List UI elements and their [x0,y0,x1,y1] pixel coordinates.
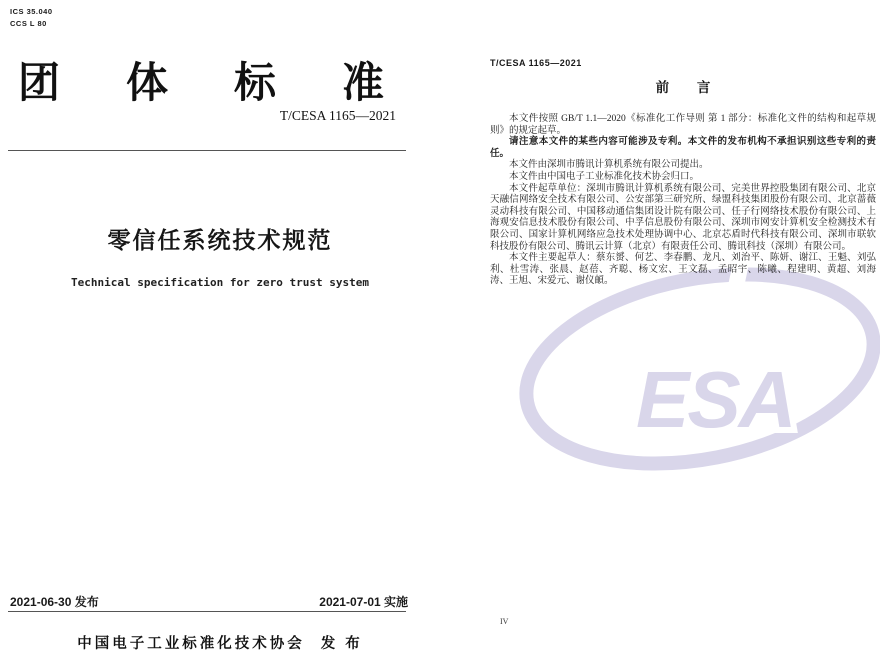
issue-date: 2021-06-30 发布 [10,595,99,609]
page-number: IV [500,617,509,626]
doc-type-char: 体 [125,61,168,107]
publish-label: 发 布 [320,636,363,652]
doc-type-char: 团 [18,61,61,107]
ics-code: ICS 35.040 [10,7,53,16]
standard-number: T/CESA 1165—2021 [279,108,396,123]
standard-title-chinese: 零信任系统技术规范 [107,227,333,253]
standard-title-english: Technical specification for zero trust system [70,276,369,289]
document-type-title [18,50,384,110]
paragraph-proposed-by: 本文件由深圳市腾讯计算机系统有限公司提出。 [509,160,709,171]
cover-divider-bottom [8,611,406,612]
publisher-row [0,632,440,653]
cover-page [0,0,440,651]
paragraph-patent-notice: 请注意本文件的某些内容可能涉及专利。本文件的发布机构不承担识别这些专利的责任。 [490,137,876,159]
ccs-code: CCS L 80 [10,19,47,28]
date-row [10,593,408,610]
paragraph-centralized-by: 本文件由中国电子工业标准化技术协会归口。 [509,171,700,182]
running-header-standard-number: T/CESA 1165—2021 [490,58,582,68]
cover-divider-top [8,150,406,151]
paragraph-drafting-organizations: 本文件起草单位：深圳市腾讯计算机系统有限公司、完美世界控股集团有限公司、北京天融信网络安全技术有限公司、公安部第三研究所、绿盟科技集团股份有限公司、北京蔷薇灵动科技有限公司、中国移动通信集团设计院有限公司、任子行网络技术股份有限公司、上海观安信息技术股份有限公司、中孚信息股份有限公司、深圳市网安计算机安全检测技术有限公司、国家计算机网络应急技术处理协调中心、北京芯盾时代科技有限公司、深圳市联软科技股份有限公司、腾讯云计算（北京）有限责任公司、腾讯科技（深圳）有限公司。 [490,183,876,252]
foreword-heading: 前 言 [655,80,723,95]
doc-type-char: 准 [341,61,384,107]
classification-codes [10,6,53,30]
paragraph-drafting-basis: 本文件按照 GB/T 1.1—2020《标准化工作导则 第 1 部分：标准化文件的结构和起草规则》的规定起草。 [490,114,876,136]
doc-type-char: 标 [233,61,276,107]
cesa-logo-watermark [508,265,880,480]
publisher-name: 中国电子工业标准化技术协会 [77,636,305,652]
paragraph-main-drafters: 本文件主要起草人：蔡东赟、何艺、李春鹏、龙凡、刘治平、陈妍、谢江、王魁、刘弘利、杜雪涛、张晨、赵蓓、齐聪、杨文宏、王文磊、孟昭宇、陈曦、程建明、黄超、刘海涛、王旭、宋爱元、谢仪頔。 [490,253,876,287]
implementation-date: 2021-07-01 实施 [319,595,408,609]
foreword-body [490,114,876,288]
cesa-logo-text: ESA [636,355,795,444]
foreword-page [440,0,880,651]
